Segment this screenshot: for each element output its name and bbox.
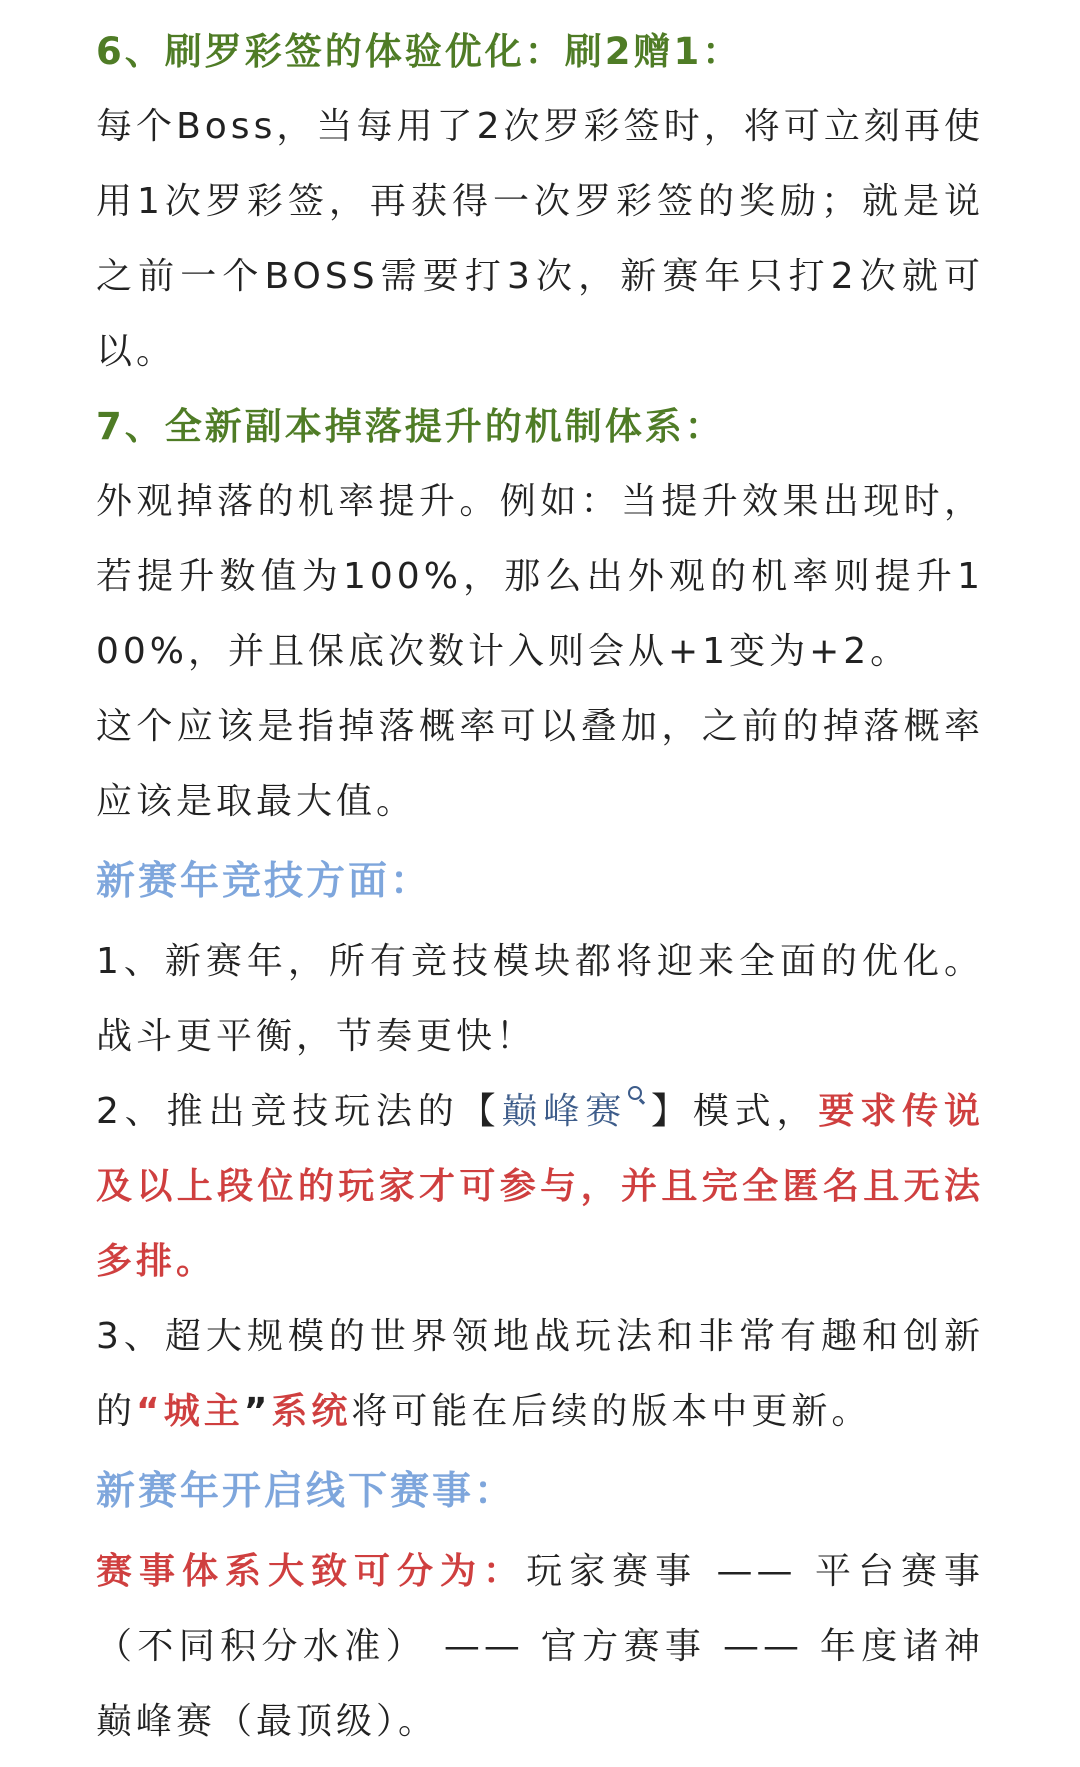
offline-body: [96, 1534, 984, 1759]
city-lord-quote-open: “: [136, 1391, 164, 1432]
offline-tiers: 玩家赛事 —— 平台赛事（不同积分水准） —— 官方赛事 —— 年度诸神巅峰赛（最顶级）。: [96, 1551, 984, 1742]
peak-match-link[interactable]: 巅峰赛: [501, 1091, 628, 1132]
city-lord-term: 城主: [163, 1391, 244, 1432]
city-lord-system: 系统: [271, 1391, 352, 1432]
competitive-item-3-prefix: 3、超大规模的世界领地战玩法和非常有趣和创新的: [96, 1316, 984, 1432]
section-7-note: 这个应该是指掉落概率可以叠加，之前的掉落概率应该是取最大值。: [96, 706, 984, 822]
competitive-item-2-emphasis: 要求传说及以上段位的玩家才可参与，并且完全匿名且无法多排。: [96, 1091, 984, 1282]
city-lord-quote-close: ”: [243, 1391, 272, 1432]
offline-label: 赛事体系大致可分为：: [96, 1551, 527, 1592]
competitive-heading: 新赛年竞技方面：: [96, 859, 433, 904]
competitive-item-2: [96, 1074, 984, 1299]
competitive-item-3-suffix: 将可能在后续的版本中更新。: [351, 1391, 872, 1432]
competitive-item-2-prefix: 2、推出竞技玩法的【: [96, 1091, 502, 1132]
section-7-heading: 7、全新副本掉落提升的机制体系：: [96, 405, 725, 448]
section-6-body: 每个Boss，当每用了2次罗彩签时，将可立刻再使用1次罗彩签，再获得一次罗彩签的奖励；就是说之前一个BOSS需要打3次，新赛年只打2次就可以。: [96, 106, 984, 372]
search-icon[interactable]: [627, 1074, 645, 1104]
competitive-item-3: [96, 1299, 984, 1449]
section-7-body: 外观掉落的机率提升。例如：当提升效果出现时，若提升数值为100%，那么出外观的机率则提升100%，并且保底次数计入则会从+1变为+2。: [96, 481, 984, 672]
competitive-item-2-mid: 】模式，: [649, 1091, 819, 1132]
offline-heading: 新赛年开启线下赛事：: [96, 1469, 517, 1514]
section-6-heading: 6、刷罗彩签的体验优化：刷2赠1：: [96, 30, 743, 73]
competitive-item-1: 1、新赛年，所有竞技模块都将迎来全面的优化。战斗更平衡，节奏更快！: [96, 941, 984, 1057]
